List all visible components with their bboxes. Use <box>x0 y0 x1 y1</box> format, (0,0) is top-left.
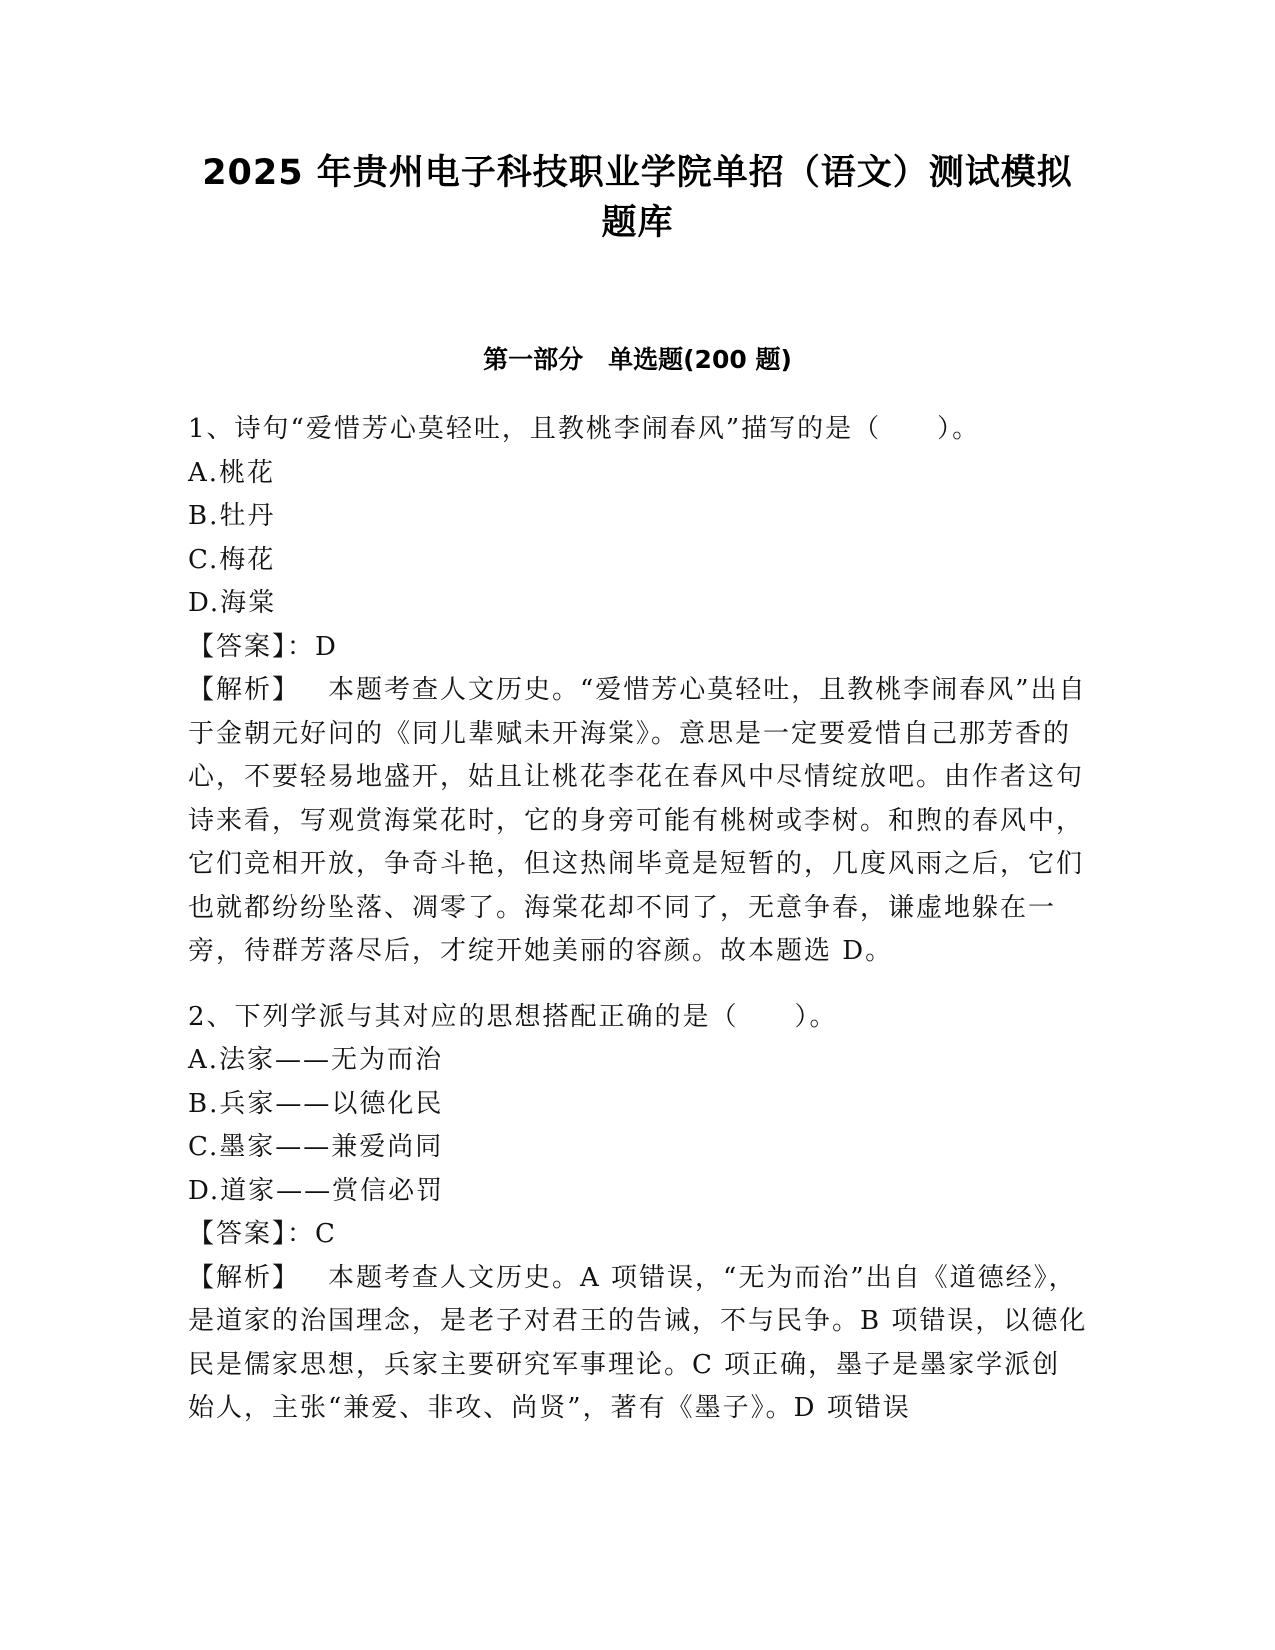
option-b: B.兵家——以德化民 <box>188 1088 444 1119</box>
option-b: B.牡丹 <box>188 501 276 531</box>
title-line-2: 题库 <box>601 203 674 243</box>
question-1 <box>188 408 1088 974</box>
explanation-label: 【解析】 <box>188 675 301 705</box>
explanation-text: 本题考查人文历史。A 项错误，“无为而治”出自《道德经》，是道家的治国理念，是老子对君王的告诫，不与民争。B 项错误，以德化民是儒家思想，兵家主要研究军事理论。C 项正确，墨子是墨家学派创始人，主张“兼爱、非攻、尚贤”，著有《墨子》。D 项错误 <box>188 1262 1088 1423</box>
answer-value: C <box>315 1219 337 1249</box>
title-line-1: 2025 年贵州电子科技职业学院单招（语文）测试模拟 <box>202 153 1073 193</box>
answer-label: 【答案】： <box>188 1219 316 1249</box>
question-list <box>188 408 1088 1453</box>
explanation-label: 【解析】 <box>188 1262 301 1293</box>
answer-label: 【答案】： <box>188 631 316 662</box>
section-heading: 第一部分 单选题(200 题) <box>483 345 792 374</box>
answer-row <box>188 1213 1088 1257</box>
option-d: D.海棠 <box>188 588 277 618</box>
answer-row <box>188 626 1088 670</box>
explanation-text: 本题考查人文历史。“爱惜芳心莫轻吐，且教桃李闹春风”出自于金朝元好问的《同儿辈赋未开海棠》。意思是一定要爱惜自己那芳香的心，不要轻易地盛开，姑且让桃花李花在春风中尽情绽放吧。由作者这句诗来看，写观赏海棠花时，它的身旁可能有桃树或李树。和煦的春风中，它们竞相开放，争奇斗艳，但这热闹毕竟是短暂的，几度风雨之后，它们也就都纷纷坠落、凋零了。海棠花却不同了，无意争春，谦虚地躲在一旁，待群芳落尽后，才绽开她美丽的容颜。故本题选 D。 <box>188 675 1087 966</box>
answer-value: D <box>315 631 338 662</box>
question-2 <box>188 996 1088 1431</box>
option-c: C.墨家——兼爱尚同 <box>188 1132 444 1162</box>
explanation <box>188 669 1088 974</box>
option-a: A.法家——无为而治 <box>188 1045 444 1075</box>
question-stem: 1、诗句“爱惜芳心莫轻吐，且教桃李闹春风”描写的是（ ）。 <box>188 414 981 444</box>
option-a: A.桃花 <box>188 457 276 488</box>
document-title <box>120 148 1155 248</box>
question-stem: 2、下列学派与其对应的思想搭配正确的是（ ）。 <box>188 1001 838 1032</box>
explanation <box>188 1257 1088 1431</box>
option-c: C.梅花 <box>188 544 276 575</box>
option-d: D.道家——赏信必罚 <box>188 1175 445 1206</box>
